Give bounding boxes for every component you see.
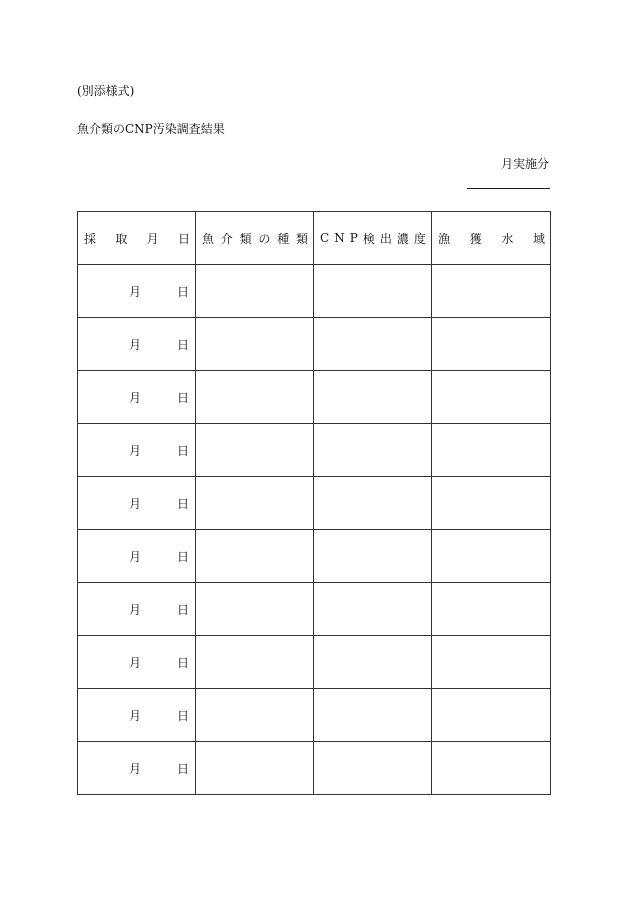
header-char: 出 xyxy=(379,231,392,246)
header-char: N xyxy=(334,231,345,245)
header-fishing-area xyxy=(432,212,551,265)
day-label: 日 xyxy=(176,549,189,564)
header-char: C xyxy=(320,231,330,245)
header-cnp-concentration xyxy=(314,212,432,265)
table-row xyxy=(78,265,551,318)
fishing-area-cell[interactable] xyxy=(432,742,551,795)
date-cell[interactable] xyxy=(78,636,196,689)
month-label: 月 xyxy=(128,443,141,458)
fishing-area-cell[interactable] xyxy=(432,424,551,477)
table-row xyxy=(78,530,551,583)
date-cell[interactable] xyxy=(78,371,196,424)
fish-species-cell[interactable] xyxy=(196,530,314,583)
month-label: 月 xyxy=(128,708,141,723)
header-fish-species xyxy=(196,212,314,265)
fish-species-cell[interactable] xyxy=(196,318,314,371)
cnp-concentration-cell[interactable] xyxy=(314,636,432,689)
cnp-concentration-cell[interactable] xyxy=(314,583,432,636)
fish-species-cell[interactable] xyxy=(196,636,314,689)
fish-species-cell[interactable] xyxy=(196,742,314,795)
fish-species-cell[interactable] xyxy=(196,265,314,318)
fishing-area-cell[interactable] xyxy=(432,318,551,371)
fishing-area-cell[interactable] xyxy=(432,371,551,424)
day-label: 日 xyxy=(176,443,189,458)
fishing-area-cell[interactable] xyxy=(432,265,551,318)
day-label: 日 xyxy=(176,496,189,511)
header-char: の xyxy=(258,231,271,246)
date-cell[interactable] xyxy=(78,477,196,530)
month-label: 月 xyxy=(128,337,141,352)
fish-species-cell[interactable] xyxy=(196,583,314,636)
header-sampling-date xyxy=(78,212,196,265)
month-label: 月 xyxy=(128,549,141,564)
cnp-concentration-cell[interactable] xyxy=(314,265,432,318)
cnp-concentration-cell[interactable] xyxy=(314,530,432,583)
date-cell[interactable] xyxy=(78,318,196,371)
header-char: 漁 xyxy=(438,231,451,246)
implementation-month-label: 月実施分 xyxy=(500,157,549,171)
table-row xyxy=(78,477,551,530)
fishing-area-cell[interactable] xyxy=(432,530,551,583)
header-char: 検 xyxy=(362,231,375,246)
month-label: 月 xyxy=(128,655,141,670)
table-row xyxy=(78,742,551,795)
survey-results-table xyxy=(77,211,551,795)
header-char: 魚 xyxy=(202,231,215,246)
fishing-area-cell[interactable] xyxy=(432,636,551,689)
cnp-concentration-cell[interactable] xyxy=(314,424,432,477)
attachment-label: (別添様式) xyxy=(77,84,135,98)
document-title: 魚介類のCNP汚染調査結果 xyxy=(77,122,225,136)
cnp-concentration-cell[interactable] xyxy=(314,742,432,795)
cnp-concentration-cell[interactable] xyxy=(314,689,432,742)
date-cell[interactable] xyxy=(78,265,196,318)
header-char: 取 xyxy=(115,231,128,246)
header-char: 介 xyxy=(220,231,233,246)
header-char: 採 xyxy=(84,231,97,246)
header-char: 類 xyxy=(295,231,308,246)
table-row xyxy=(78,583,551,636)
fish-species-cell[interactable] xyxy=(196,689,314,742)
header-char: 域 xyxy=(532,231,545,246)
fishing-area-cell[interactable] xyxy=(432,583,551,636)
fish-species-cell[interactable] xyxy=(196,424,314,477)
header-char: 種 xyxy=(277,231,290,246)
day-label: 日 xyxy=(176,761,189,776)
cnp-concentration-cell[interactable] xyxy=(314,371,432,424)
table-row xyxy=(78,424,551,477)
date-cell[interactable] xyxy=(78,689,196,742)
day-label: 日 xyxy=(176,337,189,352)
table-header-row xyxy=(78,212,551,265)
month-label: 月 xyxy=(128,284,141,299)
header-char: 度 xyxy=(413,231,426,246)
table-row xyxy=(78,689,551,742)
day-label: 日 xyxy=(176,708,189,723)
fish-species-cell[interactable] xyxy=(196,371,314,424)
header-char: 濃 xyxy=(396,231,409,246)
header-char: 水 xyxy=(501,231,514,246)
month-label: 月 xyxy=(128,496,141,511)
day-label: 日 xyxy=(176,655,189,670)
header-char: P xyxy=(349,231,358,245)
fishing-area-cell[interactable] xyxy=(432,689,551,742)
cnp-concentration-cell[interactable] xyxy=(314,477,432,530)
month-label: 月 xyxy=(128,390,141,405)
fish-species-cell[interactable] xyxy=(196,477,314,530)
date-cell[interactable] xyxy=(78,583,196,636)
month-label: 月 xyxy=(128,602,141,617)
table-row xyxy=(78,636,551,689)
month-label: 月 xyxy=(128,761,141,776)
day-label: 日 xyxy=(176,390,189,405)
table-row xyxy=(78,318,551,371)
month-entry-underline xyxy=(467,188,550,189)
header-char: 日 xyxy=(177,231,190,246)
day-label: 日 xyxy=(176,602,189,617)
day-label: 日 xyxy=(176,284,189,299)
cnp-concentration-cell[interactable] xyxy=(314,318,432,371)
header-char: 月 xyxy=(146,231,159,246)
fishing-area-cell[interactable] xyxy=(432,477,551,530)
date-cell[interactable] xyxy=(78,742,196,795)
header-char: 類 xyxy=(239,231,252,246)
header-char: 獲 xyxy=(469,231,482,246)
table-row xyxy=(78,371,551,424)
date-cell[interactable] xyxy=(78,424,196,477)
date-cell[interactable] xyxy=(78,530,196,583)
